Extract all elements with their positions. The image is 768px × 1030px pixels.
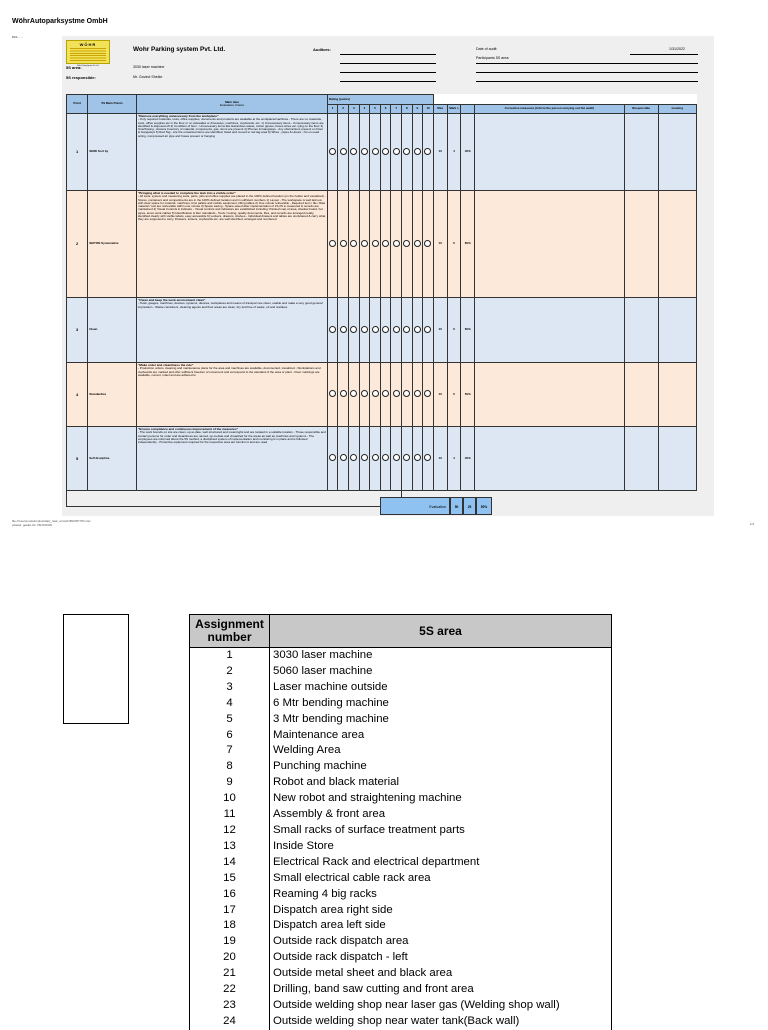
row-criteria-title: "Remove everything unnecessary from the workplace" <box>137 114 219 118</box>
area-row <box>190 871 612 887</box>
date-value: 1/31/2022 <box>669 47 685 51</box>
audit-row <box>67 363 697 427</box>
rating-cell[interactable] <box>391 191 402 298</box>
rating-radio[interactable] <box>403 390 410 397</box>
rating-radio[interactable] <box>382 148 389 155</box>
area-name: 6 Mtr bending machine <box>270 696 612 712</box>
rating-radio[interactable] <box>372 240 379 247</box>
rating-cell[interactable] <box>423 114 434 191</box>
rating-cell[interactable] <box>380 191 391 298</box>
rating-num: 3 <box>349 105 360 114</box>
row-max: 10 <box>433 427 447 491</box>
rating-radio[interactable] <box>340 454 347 461</box>
col-criteria <box>136 95 327 114</box>
col-rating: Rating (points) <box>327 95 433 105</box>
date-line <box>630 54 698 55</box>
col-assignment-line1: Assignment <box>195 617 264 631</box>
rating-num: 10 <box>423 105 434 114</box>
rating-cell[interactable] <box>401 114 412 191</box>
row-criteria-body: - Only required materials, tools, office supplies, documents and products are available at the workplace/machines - There are no materials, tools, office supplies etc in the floor or on sidewalks or driveways, machines, cupboards, etc. 1) Unnecessary items - Unnecessary items are identified & disposed off 2) Condition of floor - Unnecessary items like Hazardous waste, cotton gloves, boxes wires etc. lying on the floor 3) Overflowing - Excess inventory of material, components, gas, items are present 4) Phones & Gangways - Any obstructions present on Floor & Gangways 5) Red Tag - Are the unwanted items are identified, listed and moved to red tag area 6) Wires , pipes & Hoses - No un-used wiring, compressed air pipe and hoses present or hanging <box>137 117 324 138</box>
rating-cell[interactable] <box>338 191 349 298</box>
area-row <box>190 807 612 823</box>
rating-cell[interactable] <box>412 363 423 427</box>
row-mark: 6 <box>447 298 461 363</box>
rating-num: 6 <box>380 105 391 114</box>
rating-cell[interactable] <box>380 114 391 191</box>
rating-cell[interactable] <box>370 427 381 491</box>
area-name: 5060 laser machine <box>270 664 612 680</box>
rating-radio[interactable] <box>382 326 389 333</box>
rating-radio[interactable] <box>424 454 431 461</box>
row-corrective-cell[interactable] <box>475 363 625 427</box>
area-row <box>190 1014 612 1030</box>
row-main-point: Self discipline <box>88 427 137 491</box>
row-point: 2 <box>67 191 88 298</box>
row-percent: 40% <box>461 114 475 191</box>
rating-cell[interactable] <box>412 114 423 191</box>
row-max: 10 <box>433 298 447 363</box>
rating-radio[interactable] <box>361 240 368 247</box>
area-number: 23 <box>190 998 270 1014</box>
rating-cell[interactable] <box>359 427 370 491</box>
row-responsible-cell[interactable] <box>624 427 658 491</box>
area-name: Inside Store <box>270 839 612 855</box>
evaluation-max: 50 <box>450 497 463 515</box>
rating-num: 9 <box>412 105 423 114</box>
row-meeting-cell[interactable] <box>658 363 696 427</box>
evaluation-label: Evaluation <box>380 497 450 515</box>
row-criteria <box>136 191 327 298</box>
report-title: Wohr Parking system Pvt. Ltd. <box>133 46 226 53</box>
area-number: 18 <box>190 918 270 934</box>
area-row <box>190 759 612 775</box>
rating-radio[interactable] <box>414 326 421 333</box>
rating-cell[interactable] <box>349 298 360 363</box>
col-max: Max <box>433 105 447 114</box>
row-criteria-body: - The work bounds on site are clean, up-to-date, well structured and meaningful and are located in a suitable location - Those responsible and contact persons for order and cleanliness are named, up-to-date and visualized for the areas as well as machines and systems - The employees are informed about the 5S method, a disciplined system of implementation and monitoring is in place and is followed independently - Protective equipment required for the respective area are function it and are used <box>137 430 326 445</box>
rating-cell[interactable] <box>349 114 360 191</box>
area-number: 7 <box>190 743 270 759</box>
row-criteria-title: "Ensure compliance and continuous improvement of the measures" <box>137 427 239 431</box>
area-name: Outside welding shop near laser gas (Welding shop wall) <box>270 998 612 1014</box>
rating-cell[interactable] <box>401 298 412 363</box>
area-number: 10 <box>190 791 270 807</box>
auditors-line-3 <box>340 72 436 73</box>
rating-radio[interactable] <box>329 326 336 333</box>
rating-cell[interactable] <box>327 298 338 363</box>
rating-cell[interactable] <box>349 191 360 298</box>
row-main-point: Clean <box>88 298 137 363</box>
area-row <box>190 680 612 696</box>
rating-radio[interactable] <box>382 390 389 397</box>
row-mark: 6 <box>447 191 461 298</box>
rating-radio[interactable] <box>350 390 357 397</box>
row-responsible-cell[interactable] <box>624 298 658 363</box>
rating-radio[interactable] <box>414 454 421 461</box>
empty-box <box>63 614 129 724</box>
rating-radio[interactable] <box>340 148 347 155</box>
auditors-line-4 <box>340 81 436 82</box>
page-number: 1/3 <box>749 522 754 526</box>
logo-graphic <box>70 48 106 61</box>
area-number: 9 <box>190 775 270 791</box>
area-number: 11 <box>190 807 270 823</box>
row-criteria-title: "Clean and keep the work environment clean" <box>137 298 206 302</box>
row-responsible-cell[interactable] <box>624 363 658 427</box>
rating-radio[interactable] <box>372 148 379 155</box>
rating-radio[interactable] <box>329 390 336 397</box>
area-row <box>190 728 612 744</box>
rating-radio[interactable] <box>329 454 336 461</box>
area-row <box>190 934 612 950</box>
area-name: 3030 laser machine <box>270 648 612 664</box>
rating-radio[interactable] <box>424 240 431 247</box>
area-row <box>190 648 612 664</box>
rating-cell[interactable] <box>391 363 402 427</box>
area-number: 15 <box>190 871 270 887</box>
area-number: 6 <box>190 728 270 744</box>
rating-cell[interactable] <box>349 427 360 491</box>
rating-radio[interactable] <box>403 454 410 461</box>
participants-line-2 <box>476 72 698 73</box>
row-point: 3 <box>67 298 88 363</box>
rating-radio[interactable] <box>393 326 400 333</box>
area-number: 19 <box>190 934 270 950</box>
rating-radio[interactable] <box>340 390 347 397</box>
rating-radio[interactable] <box>382 454 389 461</box>
audit-row <box>67 114 697 191</box>
rating-radio[interactable] <box>361 148 368 155</box>
rating-cell[interactable] <box>327 363 338 427</box>
rating-radio[interactable] <box>403 148 410 155</box>
rating-radio[interactable] <box>361 454 368 461</box>
audit-row <box>67 191 697 298</box>
rating-cell[interactable] <box>412 191 423 298</box>
rating-radio[interactable] <box>329 240 336 247</box>
area-name: Outside welding shop near water tank(Back wall) <box>270 1014 612 1030</box>
rating-radio[interactable] <box>403 240 410 247</box>
rating-cell[interactable] <box>412 427 423 491</box>
logo-text: WÖHR <box>79 42 97 47</box>
auditors-line-1 <box>340 54 436 55</box>
audit-table <box>66 94 697 507</box>
rating-cell[interactable] <box>338 298 349 363</box>
rating-cell[interactable] <box>401 427 412 491</box>
area-name: Dispatch area left side <box>270 918 612 934</box>
auditors-label: Auditors: <box>313 47 331 52</box>
area-number: 3 <box>190 680 270 696</box>
row-criteria-body: - All tools, system and measuring tools, parts, jobs and office supplies are placed in the 100% defined location (on the holder and visualized) - Stores, containers and compartments are in the 100% defined location and in sufficient numbers 1) Layout - The workspace is well laid out, with clear space for material, machines, bins pallets and mobile equipment, lifting tables 2) One minute retrievable - Required item / file / Raw material / tool are retrievable within one minute 3) Space saving - Space saved after implementation of 1S,2S is measured & records are maintained 4) Visual Controls & Indicator - Visual controls and indicators are established including: Painted map of area, shadow board, hot pipes, amen work cables 5) Identification & Ref. standards - Tools / tooling, quality documents, files, and records are arranged neatly, identified clearly with visible labels, easy accessible 6) Lockers, drawers, shelves - Individual drawers and tables are uncluttered & carry what they are supposed to carry, Drawers, lockers, cupboards etc. are well identified, arranged and numbered <box>137 194 326 222</box>
rating-cell[interactable] <box>391 298 402 363</box>
area-number: 24 <box>190 1014 270 1030</box>
row-meeting-cell[interactable] <box>658 298 696 363</box>
area-name: Dispatch area right side <box>270 903 612 919</box>
area-number: 5 <box>190 712 270 728</box>
area-row <box>190 982 612 998</box>
col-main-points: 5S Main Points <box>88 95 137 114</box>
header-blank <box>433 95 696 105</box>
row-corrective-cell[interactable] <box>475 427 625 491</box>
area-number: 2 <box>190 664 270 680</box>
rating-num: 4 <box>359 105 370 114</box>
area-row <box>190 950 612 966</box>
area-name: Small racks of surface treatment parts <box>270 823 612 839</box>
rating-radio[interactable] <box>329 148 336 155</box>
participants-line-3 <box>476 81 698 82</box>
area-row <box>190 743 612 759</box>
rating-radio[interactable] <box>372 390 379 397</box>
area-name: Robot and black material <box>270 775 612 791</box>
evaluation-pct: 50% <box>476 497 492 515</box>
rating-num: 5 <box>370 105 381 114</box>
rating-cell[interactable] <box>327 114 338 191</box>
col-criteria-line2: Evaluation criteria <box>219 103 244 107</box>
rating-cell[interactable] <box>359 114 370 191</box>
rating-num: 8 <box>401 105 412 114</box>
rating-radio[interactable] <box>424 390 431 397</box>
row-max: 10 <box>433 114 447 191</box>
area-name: Outside rack dispatch - left <box>270 950 612 966</box>
rating-cell[interactable] <box>327 191 338 298</box>
rating-cell[interactable] <box>423 427 434 491</box>
rating-cell[interactable] <box>401 191 412 298</box>
file-path: file:///usersmodulimplus/daily_task_scratch/862057753.xlsx <box>12 519 91 523</box>
area-number: 17 <box>190 903 270 919</box>
rating-cell[interactable] <box>370 191 381 298</box>
row-mark: 4 <box>447 427 461 491</box>
rating-cell[interactable] <box>380 427 391 491</box>
col-point: Point <box>67 95 88 114</box>
file-updated: pdated: geaka.xls: 08/10/2020 <box>12 522 53 527</box>
row-corrective-cell[interactable] <box>475 114 625 191</box>
row-main-point: SEIRI Sort by <box>88 114 137 191</box>
rating-radio[interactable] <box>340 326 347 333</box>
rating-cell[interactable] <box>338 427 349 491</box>
row-criteria <box>136 363 327 427</box>
area-row <box>190 791 612 807</box>
area-number: 12 <box>190 823 270 839</box>
area-name: Welding Area <box>270 743 612 759</box>
rating-radio[interactable] <box>350 148 357 155</box>
participants-label: Participants 5S area: <box>476 56 510 60</box>
row-max: 10 <box>433 363 447 427</box>
area-name: Reaming 4 big racks <box>270 887 612 903</box>
area-name: New robot and straightening machine <box>270 791 612 807</box>
rating-num: 2 <box>338 105 349 114</box>
area-name: Small electrical cable rack area <box>270 871 612 887</box>
rating-cell[interactable] <box>391 114 402 191</box>
area-name: Electrical Rack and electrical department <box>270 855 612 871</box>
area-row <box>190 664 612 680</box>
row-criteria-title: "Bringing what is needed to complete the task into a visible order" <box>137 191 236 195</box>
rating-cell[interactable] <box>338 114 349 191</box>
row-meeting-cell[interactable] <box>658 114 696 191</box>
row-percent: 60% <box>461 191 475 298</box>
rating-cell[interactable] <box>327 427 338 491</box>
rating-radio[interactable] <box>361 390 368 397</box>
col-corrective: Corrective measures (Inform the person carrying out the audit) <box>475 105 625 114</box>
row-responsible-cell[interactable] <box>624 114 658 191</box>
rating-radio[interactable] <box>393 390 400 397</box>
area-name: Punching machine <box>270 759 612 775</box>
area-number: 21 <box>190 966 270 982</box>
rating-num: 7 <box>391 105 402 114</box>
area-row <box>190 855 612 871</box>
rating-cell[interactable] <box>359 191 370 298</box>
rating-radio[interactable] <box>382 240 389 247</box>
area-assignment-table <box>189 614 612 1030</box>
row-criteria-title: "Make order and cleanliness the rule" <box>137 363 194 367</box>
rating-radio[interactable] <box>393 148 400 155</box>
rating-radio[interactable] <box>414 240 421 247</box>
rating-radio[interactable] <box>393 240 400 247</box>
area-number: 14 <box>190 855 270 871</box>
row-criteria-body: - Production orders, cleaning and maintenance plans for the area and machines are available, documented, visualized - Workstations and cupboards are marked and offer sufficient freedom of movement and correspond to the standard of the area or plant - Floor markings are available, current, intact and are adhered to <box>137 366 321 377</box>
rating-cell[interactable] <box>359 298 370 363</box>
col-mark: Mark s <box>447 105 461 114</box>
rating-cell[interactable] <box>412 298 423 363</box>
col-meeting: meeting <box>658 105 696 114</box>
area-row <box>190 966 612 982</box>
rating-num: 1 <box>327 105 338 114</box>
rating-cell[interactable] <box>380 363 391 427</box>
area-row <box>190 918 612 934</box>
rating-radio[interactable] <box>372 326 379 333</box>
area-number: 16 <box>190 887 270 903</box>
area-row <box>190 998 612 1014</box>
rating-radio[interactable] <box>414 148 421 155</box>
row-criteria <box>136 427 327 491</box>
rating-radio[interactable] <box>350 240 357 247</box>
area-number: 4 <box>190 696 270 712</box>
rating-radio[interactable] <box>393 454 400 461</box>
area-row <box>190 903 612 919</box>
area-label: 5S area: <box>66 65 82 70</box>
rating-radio[interactable] <box>350 326 357 333</box>
row-percent: 40% <box>461 427 475 491</box>
rating-radio[interactable] <box>424 148 431 155</box>
area-number: 22 <box>190 982 270 998</box>
audit-row <box>67 427 697 491</box>
rating-cell[interactable] <box>359 363 370 427</box>
row-corrective-cell[interactable] <box>475 191 625 298</box>
auditors-line-2 <box>340 63 436 64</box>
area-row <box>190 712 612 728</box>
rating-radio[interactable] <box>424 326 431 333</box>
evaluation-mark: 25 <box>463 497 476 515</box>
col-5s-area: 5S area <box>270 615 612 648</box>
area-name: Outside rack dispatch area <box>270 934 612 950</box>
participants-line-1 <box>476 63 698 64</box>
company-logo <box>66 40 110 67</box>
row-max: 10 <box>433 191 447 298</box>
row-main-point: SEITON Systematize <box>88 191 137 298</box>
row-point: 5 <box>67 427 88 491</box>
rating-radio[interactable] <box>350 454 357 461</box>
row-main-point: Standardize <box>88 363 137 427</box>
rating-cell[interactable] <box>401 363 412 427</box>
area-number: 8 <box>190 759 270 775</box>
area-number: 13 <box>190 839 270 855</box>
row-responsible-cell[interactable] <box>624 191 658 298</box>
row-point: 4 <box>67 363 88 427</box>
rating-cell[interactable] <box>423 191 434 298</box>
date-label: Date of audit: <box>476 47 498 51</box>
area-name: Outside metal sheet and black area <box>270 966 612 982</box>
col-responsible: Responsible <box>624 105 658 114</box>
rating-cell[interactable] <box>380 298 391 363</box>
file-path-footer <box>12 520 91 527</box>
rating-radio[interactable] <box>414 390 421 397</box>
responsible-value: Mr. Govind Shelke <box>133 75 163 79</box>
rating-cell[interactable] <box>423 298 434 363</box>
rating-radio[interactable] <box>361 326 368 333</box>
rating-cell[interactable] <box>349 363 360 427</box>
area-row <box>190 839 612 855</box>
rating-cell[interactable] <box>423 363 434 427</box>
area-row <box>190 696 612 712</box>
area-row <box>190 775 612 791</box>
row-meeting-cell[interactable] <box>658 191 696 298</box>
col-pct-blank <box>461 105 475 114</box>
rating-cell[interactable] <box>370 114 381 191</box>
audit-row <box>67 298 697 363</box>
area-value: 3030 laser machine <box>133 65 165 69</box>
logo-caption: Wohr Parking System Pvt. Ltd. <box>77 66 99 67</box>
rating-cell[interactable] <box>391 427 402 491</box>
company-name: WöhrAutoparksystme OmbH <box>12 18 108 25</box>
row-corrective-cell[interactable] <box>475 298 625 363</box>
area-row <box>190 887 612 903</box>
row-meeting-cell[interactable] <box>658 427 696 491</box>
rating-cell[interactable] <box>338 363 349 427</box>
row-percent: 60% <box>461 298 475 363</box>
col-criteria-line1: Main idea <box>225 99 239 104</box>
area-name: 3 Mtr bending machine <box>270 712 612 728</box>
row-point: 1 <box>67 114 88 191</box>
row-percent: 50% <box>461 363 475 427</box>
row-mark: 4 <box>447 114 461 191</box>
area-row <box>190 823 612 839</box>
col-assignment-line2: number <box>207 630 252 644</box>
row-criteria <box>136 114 327 191</box>
area-number: 1 <box>190 648 270 664</box>
row-criteria <box>136 298 327 363</box>
rating-radio[interactable] <box>372 454 379 461</box>
header-tiny-text: Print ... ... <box>12 36 24 39</box>
responsible-label: 5S responsible: <box>66 75 96 80</box>
area-name: Assembly & front area <box>270 807 612 823</box>
rating-cell[interactable] <box>370 298 381 363</box>
area-number: 20 <box>190 950 270 966</box>
rating-radio[interactable] <box>403 326 410 333</box>
rating-cell[interactable] <box>370 363 381 427</box>
evaluation-row <box>380 497 492 515</box>
row-criteria-body: - Tools, gauges, machines, devices, systems, devices, workplaces and means of transport are clean, usable and make a very good general impression - Waste containers, cleaning agents and floor areas are clean, dry and free of waste, oil and residues <box>137 301 323 309</box>
row-mark: 5 <box>447 363 461 427</box>
area-name: Maintenance area <box>270 728 612 744</box>
col-assignment-number <box>190 615 270 648</box>
area-name: Laser machine outside <box>270 680 612 696</box>
area-name: Drilling, band saw cutting and front area <box>270 982 612 998</box>
rating-radio[interactable] <box>340 240 347 247</box>
